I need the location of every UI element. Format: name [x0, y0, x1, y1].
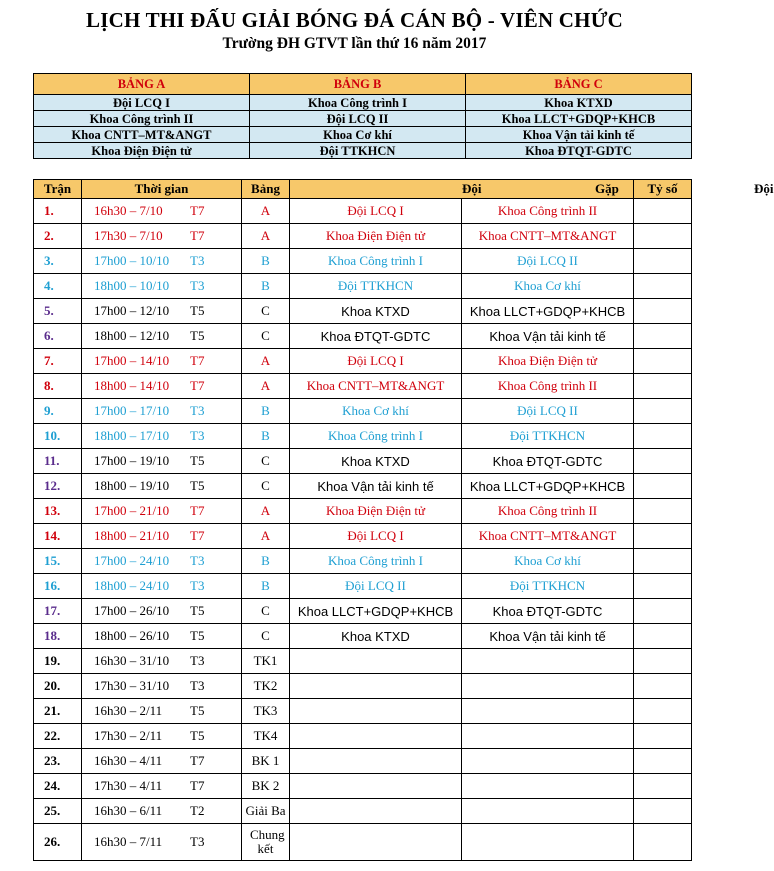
match-date: 17h00 – 12/10 [94, 303, 170, 318]
match-date: 17h00 – 17/10 [94, 403, 170, 418]
match-number: 22. [34, 724, 82, 749]
table-row [34, 549, 692, 574]
group-cell: Khoa Công trình II [34, 111, 250, 127]
team1-cell: Đội LCQ I [290, 349, 462, 374]
match-time [82, 674, 242, 699]
match-date: 16h30 – 31/10 [94, 653, 170, 668]
team2-cell: Khoa Công trình II [462, 199, 634, 224]
match-day: T7 [190, 528, 205, 543]
match-time [82, 774, 242, 799]
team1-cell [290, 799, 462, 824]
group-a-header: BẢNG A [34, 74, 250, 95]
match-day: T3 [190, 834, 205, 849]
page-title: LỊCH THI ĐẤU GIẢI BÓNG ĐÁ CÁN BỘ - VIÊN CHỨC [86, 8, 623, 32]
table-row [34, 599, 692, 624]
match-date: 17h00 – 26/10 [94, 603, 170, 618]
team2-cell: Khoa Công trình II [462, 374, 634, 399]
match-group: C [242, 299, 290, 324]
match-group: C [242, 474, 290, 499]
match-group: A [242, 374, 290, 399]
match-number: 13. [34, 499, 82, 524]
match-date: 17h00 – 21/10 [94, 503, 170, 518]
match-day: T7 [190, 228, 205, 243]
table-row [34, 199, 692, 224]
groups-table [33, 73, 692, 159]
match-group: TK2 [242, 674, 290, 699]
match-group: B [242, 274, 290, 299]
score-cell [634, 324, 692, 349]
team2-cell [462, 774, 634, 799]
group-cell: Khoa Điện Điện tử [34, 143, 250, 159]
table-row [34, 299, 692, 324]
team1-cell: Khoa Cơ khí [290, 399, 462, 424]
score-cell [634, 699, 692, 724]
match-time [82, 549, 242, 574]
table-row [34, 499, 692, 524]
team1-cell [290, 824, 462, 861]
table-row [34, 274, 692, 299]
groups-row [34, 95, 692, 111]
match-time [82, 499, 242, 524]
score-cell [634, 524, 692, 549]
match-time [82, 649, 242, 674]
match-number: 3. [34, 249, 82, 274]
score-cell [634, 624, 692, 649]
match-time [82, 574, 242, 599]
match-date: 18h00 – 19/10 [94, 478, 170, 493]
match-date: 17h00 – 24/10 [94, 553, 170, 568]
match-time [82, 324, 242, 349]
table-row [34, 249, 692, 274]
match-day: T5 [190, 628, 205, 643]
match-time [82, 424, 242, 449]
team2-cell [462, 699, 634, 724]
match-group: TK1 [242, 649, 290, 674]
group-cell: Khoa KTXD [466, 95, 692, 111]
team1-cell: Khoa KTXD [290, 299, 462, 324]
team1-cell: Khoa Công trình I [290, 549, 462, 574]
round-header: Trận [34, 180, 82, 199]
score-cell [634, 824, 692, 861]
team2-cell: Khoa CNTT–MT&ANGT [462, 524, 634, 549]
match-date: 17h30 – 4/11 [94, 778, 163, 793]
team1-cell: Đội TTKHCN [290, 274, 462, 299]
match-date: 18h00 – 12/10 [94, 328, 170, 343]
team2-cell [462, 799, 634, 824]
table-row [34, 799, 692, 824]
table-row [34, 474, 692, 499]
groups-header-row [34, 74, 692, 95]
group-cell: Khoa LLCT+GDQP+KHCB [466, 111, 692, 127]
table-row [34, 699, 692, 724]
team2-cell: Đội TTKHCN [462, 574, 634, 599]
match-time [82, 474, 242, 499]
table-row [34, 724, 692, 749]
score-cell [634, 424, 692, 449]
match-day: T7 [190, 353, 205, 368]
match-date: 18h00 – 14/10 [94, 378, 170, 393]
match-number: 6. [34, 324, 82, 349]
match-day: T5 [190, 478, 205, 493]
score-cell [634, 499, 692, 524]
team2-cell: Đội TTKHCN [462, 424, 634, 449]
score-cell [634, 549, 692, 574]
match-group: B [242, 399, 290, 424]
team1-cell: Khoa KTXD [290, 624, 462, 649]
vs-header: Gặp [595, 181, 619, 196]
table-row [34, 649, 692, 674]
match-number: 1. [34, 199, 82, 224]
match-number: 9. [34, 399, 82, 424]
match-number: 5. [34, 299, 82, 324]
match-time [82, 799, 242, 824]
table-row [34, 449, 692, 474]
groups-row [34, 127, 692, 143]
team2-cell: Khoa ĐTQT-GDTC [462, 599, 634, 624]
score-cell [634, 349, 692, 374]
match-group: A [242, 499, 290, 524]
score-cell [634, 799, 692, 824]
team1-cell: Khoa Công trình I [290, 249, 462, 274]
schedule-header-row [34, 180, 692, 199]
match-group: C [242, 624, 290, 649]
match-day: T5 [190, 453, 205, 468]
match-group: B [242, 424, 290, 449]
match-date: 16h30 – 6/11 [94, 803, 163, 818]
match-day: T7 [190, 753, 205, 768]
score-cell [634, 724, 692, 749]
table-row [34, 224, 692, 249]
score-cell [634, 749, 692, 774]
score-cell [634, 774, 692, 799]
match-time [82, 274, 242, 299]
team1-cell: Khoa ĐTQT-GDTC [290, 324, 462, 349]
match-day: T3 [190, 553, 205, 568]
group-cell: Đội TTKHCN [250, 143, 466, 159]
groups-row [34, 143, 692, 159]
match-group: B [242, 549, 290, 574]
match-date: 17h30 – 7/10 [94, 228, 163, 243]
match-group: B [242, 249, 290, 274]
match-day: T3 [190, 653, 205, 668]
match-time [82, 524, 242, 549]
group-cell: Khoa Cơ khí [250, 127, 466, 143]
match-group: Chung kết [242, 824, 290, 861]
match-day: T7 [190, 778, 205, 793]
match-time [82, 624, 242, 649]
team2-cell: Khoa Vận tải kinh tế [462, 624, 634, 649]
team1-cell [290, 774, 462, 799]
match-time [82, 699, 242, 724]
score-cell [634, 474, 692, 499]
score-cell [634, 224, 692, 249]
match-number: 25. [34, 799, 82, 824]
score-cell [634, 299, 692, 324]
score-cell [634, 374, 692, 399]
match-group: BK 2 [242, 774, 290, 799]
match-number: 16. [34, 574, 82, 599]
group-cell: Khoa CNTT–MT&ANGT [34, 127, 250, 143]
table-row [34, 424, 692, 449]
match-day: T5 [190, 328, 205, 343]
team1-cell: Đội LCQ II [290, 574, 462, 599]
table-row [34, 624, 692, 649]
match-day: T7 [190, 378, 205, 393]
score-cell [634, 399, 692, 424]
match-date: 16h30 – 7/10 [94, 203, 163, 218]
team2-header: Đội [754, 181, 774, 196]
match-date: 17h00 – 14/10 [94, 353, 170, 368]
team1-cell: Khoa Điện Điện tử [290, 499, 462, 524]
table-row [34, 774, 692, 799]
team1-cell [290, 724, 462, 749]
table-row [34, 399, 692, 424]
team2-cell [462, 824, 634, 861]
match-date: 18h00 – 21/10 [94, 528, 170, 543]
group-b-header: BẢNG B [250, 74, 466, 95]
team2-cell: Khoa ĐTQT-GDTC [462, 449, 634, 474]
match-day: T3 [190, 678, 205, 693]
team1-cell [290, 674, 462, 699]
match-date: 18h00 – 17/10 [94, 428, 170, 443]
page-subtitle: Trường ĐH GTVT lần thứ 16 năm 2017 [222, 35, 487, 52]
match-group: Giải Ba [242, 799, 290, 824]
team1-cell [290, 649, 462, 674]
team2-cell: Khoa Công trình II [462, 499, 634, 524]
match-time [82, 599, 242, 624]
match-day: T3 [190, 253, 205, 268]
match-time [82, 749, 242, 774]
group-cell: Khoa Công trình I [250, 95, 466, 111]
match-group: C [242, 324, 290, 349]
match-number: 4. [34, 274, 82, 299]
match-number: 12. [34, 474, 82, 499]
team2-cell [462, 749, 634, 774]
match-group: TK3 [242, 699, 290, 724]
match-time [82, 449, 242, 474]
team2-cell: Khoa LLCT+GDQP+KHCB [462, 299, 634, 324]
score-cell [634, 249, 692, 274]
match-time [82, 399, 242, 424]
score-header: Tỷ số [634, 180, 692, 199]
table-row [34, 374, 692, 399]
time-header: Thời gian [82, 180, 242, 199]
team2-cell: Khoa Điện Điện tử [462, 349, 634, 374]
team1-cell: Đội LCQ I [290, 199, 462, 224]
table-row [34, 674, 692, 699]
score-cell [634, 274, 692, 299]
group-cell: Khoa Vận tải kinh tế [466, 127, 692, 143]
match-day: T3 [190, 578, 205, 593]
team2-cell: Khoa CNTT–MT&ANGT [462, 224, 634, 249]
team1-cell [290, 699, 462, 724]
match-number: 20. [34, 674, 82, 699]
team1-cell: Khoa KTXD [290, 449, 462, 474]
match-group: A [242, 349, 290, 374]
match-number: 26. [34, 824, 82, 861]
team2-cell: Khoa Cơ khí [462, 274, 634, 299]
match-number: 8. [34, 374, 82, 399]
match-date: 18h00 – 24/10 [94, 578, 170, 593]
match-time [82, 724, 242, 749]
team2-cell [462, 674, 634, 699]
score-cell [634, 199, 692, 224]
team2-cell [462, 649, 634, 674]
match-date: 17h30 – 2/11 [94, 728, 163, 743]
team1-cell: Khoa Vận tải kinh tế [290, 474, 462, 499]
team2-cell [462, 724, 634, 749]
match-day: T5 [190, 703, 205, 718]
team1-cell [290, 749, 462, 774]
schedule-table [33, 179, 774, 861]
match-number: 15. [34, 549, 82, 574]
match-day: T5 [190, 603, 205, 618]
score-cell [634, 574, 692, 599]
score-cell [634, 649, 692, 674]
match-time [82, 349, 242, 374]
team1-cell: Đội LCQ I [290, 524, 462, 549]
team2-cell: Khoa LLCT+GDQP+KHCB [462, 474, 634, 499]
match-day: T5 [190, 728, 205, 743]
match-group: A [242, 524, 290, 549]
match-date: 18h00 – 26/10 [94, 628, 170, 643]
match-group: C [242, 599, 290, 624]
score-cell [634, 449, 692, 474]
table-row [34, 524, 692, 549]
match-date: 16h30 – 4/11 [94, 753, 163, 768]
match-number: 18. [34, 624, 82, 649]
table-row [34, 324, 692, 349]
match-time [82, 299, 242, 324]
group-cell: Đội LCQ I [34, 95, 250, 111]
match-time [82, 374, 242, 399]
match-number: 23. [34, 749, 82, 774]
match-day: T5 [190, 303, 205, 318]
match-date: 16h30 – 7/11 [94, 834, 163, 849]
match-date: 16h30 – 2/11 [94, 703, 163, 718]
team2-cell: Đội LCQ II [462, 399, 634, 424]
match-number: 7. [34, 349, 82, 374]
match-group: TK4 [242, 724, 290, 749]
match-time [82, 824, 242, 861]
team2-cell: Khoa Cơ khí [462, 549, 634, 574]
match-day: T3 [190, 403, 205, 418]
group-header: Bảng [242, 180, 290, 199]
match-group: A [242, 224, 290, 249]
team1-cell: Khoa LLCT+GDQP+KHCB [290, 599, 462, 624]
score-cell [634, 674, 692, 699]
match-group: A [242, 199, 290, 224]
score-cell [634, 599, 692, 624]
match-number: 17. [34, 599, 82, 624]
table-row [34, 574, 692, 599]
match-number: 14. [34, 524, 82, 549]
table-row [34, 349, 692, 374]
team2-cell: Đội LCQ II [462, 249, 634, 274]
match-time [82, 199, 242, 224]
match-number: 10. [34, 424, 82, 449]
team1-cell: Khoa CNTT–MT&ANGT [290, 374, 462, 399]
match-date: 17h00 – 10/10 [94, 253, 170, 268]
match-day: T2 [190, 803, 205, 818]
match-time [82, 224, 242, 249]
match-group: C [242, 449, 290, 474]
match-date: 17h00 – 19/10 [94, 453, 170, 468]
match-number: 24. [34, 774, 82, 799]
group-cell: Khoa ĐTQT-GDTC [466, 143, 692, 159]
team2-cell: Khoa Vận tải kinh tế [462, 324, 634, 349]
group-c-header: BẢNG C [466, 74, 692, 95]
match-number: 21. [34, 699, 82, 724]
match-day: T3 [190, 428, 205, 443]
team1-header: Đội [462, 181, 482, 196]
team1-cell: Khoa Công trình I [290, 424, 462, 449]
match-day: T7 [190, 503, 205, 518]
match-number: 11. [34, 449, 82, 474]
groups-row [34, 111, 692, 127]
match-group: B [242, 574, 290, 599]
table-row [34, 824, 692, 861]
match-number: 19. [34, 649, 82, 674]
table-row [34, 749, 692, 774]
match-time [82, 249, 242, 274]
team1-cell: Khoa Điện Điện tử [290, 224, 462, 249]
match-date: 18h00 – 10/10 [94, 278, 170, 293]
group-cell: Đội LCQ II [250, 111, 466, 127]
match-number: 2. [34, 224, 82, 249]
match-day: T3 [190, 278, 205, 293]
match-date: 17h30 – 31/10 [94, 678, 170, 693]
match-group: BK 1 [242, 749, 290, 774]
match-day: T7 [190, 203, 205, 218]
